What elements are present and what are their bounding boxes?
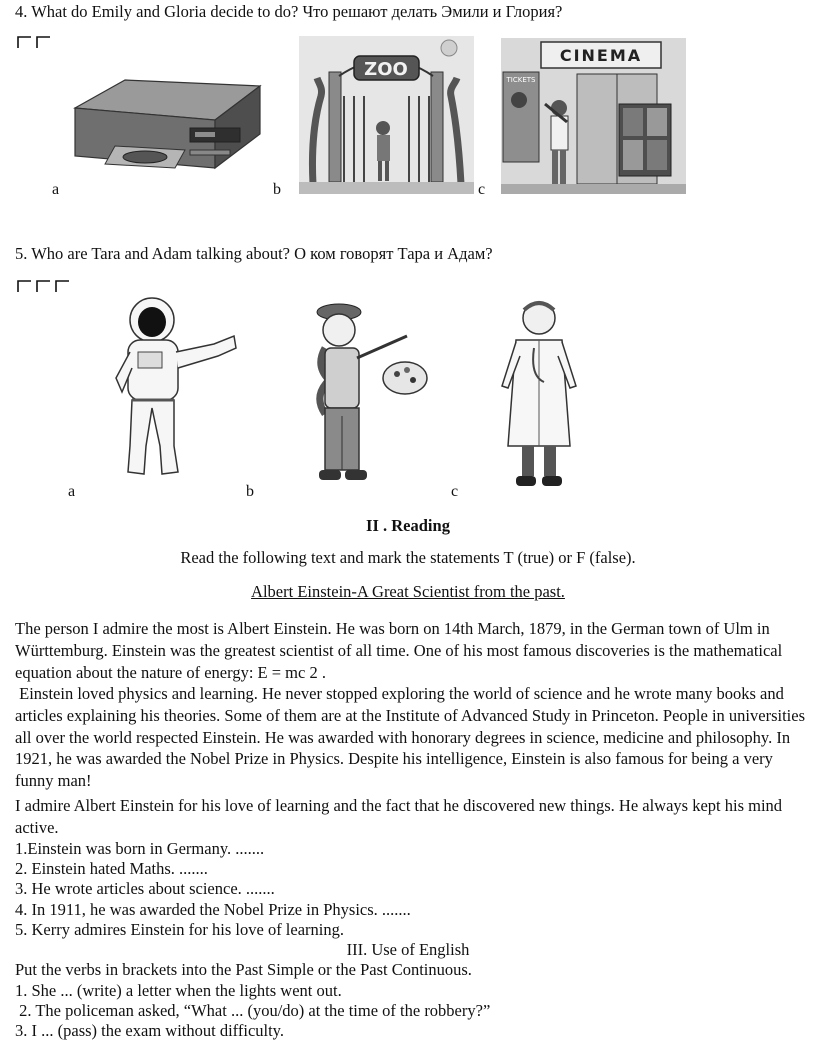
reading-paragraph-3: I admire Albert Einstein for his love of learning and the fact that he discovered new things. He always kept his mind active. [15, 796, 783, 837]
answer-box-icons [17, 35, 57, 49]
q5-label-b: b [246, 483, 254, 500]
q4-label-b: b [273, 181, 281, 198]
astronaut-picture [110, 296, 240, 486]
q5-label-c: c [451, 483, 459, 500]
statement-2: 2. Einstein hated Maths. ....... [15, 859, 208, 878]
cinema-sign-text: CINEMA [559, 46, 643, 65]
statement-4: 4. In 1911, he was awarded the Nobel Prize in Physics. ....... [15, 900, 411, 919]
tickets-sign-text: TICKETS [506, 76, 536, 84]
reading-heading-text: II . Reading [366, 516, 450, 535]
q5-label-a: a [68, 483, 76, 500]
answer-box-icons-q5 [17, 279, 73, 293]
reading-heading [0, 516, 816, 536]
reading-title [0, 582, 816, 602]
answer-boxes [17, 34, 57, 54]
statement-1: 1.Einstein was born in Germany. ....... [15, 839, 265, 858]
statement-3: 3. He wrote articles about science. ....... [15, 879, 275, 898]
statement-5: 5. Kerry admires Einstein for his love of learning. [15, 920, 344, 939]
reading-instruction: Read the following text and mark the statements T (true) or F (false). [180, 548, 636, 567]
zoo-sign-text: ZOO [364, 59, 408, 80]
q4-label-a: a [52, 181, 60, 198]
answer-boxes-q5 [17, 278, 73, 298]
q4-label-c: c [478, 181, 486, 198]
reading-title-text: Albert Einstein-A Great Scientist from the past. [251, 582, 565, 601]
english-item-2: 2. The policeman asked, “What ... (you/do) at the time of the robbery?” [15, 1001, 491, 1020]
cinema-picture [501, 38, 686, 194]
zoo-gate-picture [299, 36, 474, 194]
english-instruction: Put the verbs in brackets into the Past Simple or the Past Continuous. [15, 960, 472, 979]
painter-picture [295, 296, 435, 494]
reading-paragraph-1: The person I admire the most is Albert Einstein. He was born on 14th March, 1879, in the German town of Ulm in Württemburg. Einstein was the greatest scientist of all time. One of his most famous discoveries is the mathematical equation about the nature of energy: E = mc 2 . [15, 619, 783, 682]
english-item-3: 3. I ... (pass) the exam without difficulty. [15, 1021, 284, 1040]
english-heading: III. Use of English [346, 940, 470, 959]
scientist-picture [494, 296, 584, 492]
video-player-picture [65, 68, 265, 180]
reading-paragraph-2: Einstein loved physics and learning. He never stopped exploring the world of science and he wrote many books and articles explaining his theories. Some of them are at the Institute of Advanced Study in Princeton. People in universities all over the world respected Einstein. He was awarded with honorary degrees in science, medicine and philosophy. In 1921, he was awarded the Nobel Prize in Physics. Despite his intelligence, Einstein is also famous for being a very funny man! [15, 684, 805, 791]
english-item-1: 1. She ... (write) a letter when the lights went out. [15, 981, 342, 1000]
question-4-text: 4. What do Emily and Gloria decide to do? Что решают делать Эмили и Глория? [15, 2, 563, 21]
question-5-text: 5. Who are Tara and Adam talking about? О ком говорят Тара и Адам? [15, 244, 493, 263]
